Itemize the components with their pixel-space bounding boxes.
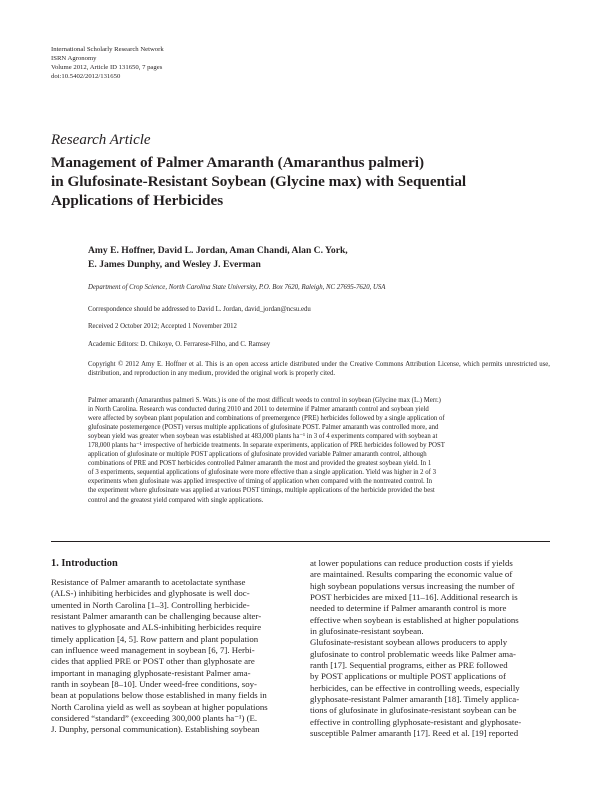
abstract (88, 396, 550, 505)
abstract-line: 178,000 plants ha⁻¹ irrespective of herbicide treatments. In separate experiments, application of PRE herbicides followed by POST (88, 442, 445, 450)
body-line: susceptible Palmer amaranth [17]. Reed et al. [19] reported (310, 728, 519, 739)
author-list (88, 244, 548, 271)
body-line: (ALS-) inhibiting herbicides and glyphosate is well doc- (51, 588, 250, 599)
correspondence: Correspondence should be addressed to David L. Jordan, david_jordan@ncsu.edu (88, 306, 311, 313)
received-accepted-dates: Received 2 October 2012; Accepted 1 November 2012 (88, 323, 237, 330)
body-line: considered “standard” (exceeding 300,000 plants ha⁻¹) (E. (51, 713, 258, 724)
body-line: Glufosinate-resistant soybean allows producers to apply (310, 637, 508, 648)
body-line: effective in controlling glyphosate-resistant and glyphosate- (310, 716, 522, 727)
academic-editors: Academic Editors: D. Chikoye, O. Ferrarese-Filho, and C. Ramsey (88, 341, 271, 348)
body-line: in glufosinate-resistant soybean. (310, 626, 424, 637)
body-line: high soybean populations versus increasing the number of (310, 580, 515, 591)
article-title (51, 153, 551, 210)
body-line: can influence weed management in soybean [6, 7]. Herbi- (51, 645, 255, 656)
body-line: Resistance of Palmer amaranth to acetolactate synthase (51, 577, 246, 587)
title-line: in Glufosinate-Resistant Soybean (Glycine max) with Sequential (51, 173, 467, 190)
abstract-line: combinations of PRE and POST herbicides controlled Palmer amaranth the most and provided the greatest soybean yield. In 1 (88, 460, 432, 468)
body-column-right (310, 558, 550, 740)
body-line: North Carolina yield as well as soybean at higher populations (51, 701, 268, 712)
body-column-left (51, 577, 291, 736)
journal-network: International Scholarly Research Network (51, 46, 164, 53)
section-heading: 1. Introduction (51, 558, 118, 569)
author-line: E. James Dunphy, and Wesley J. Everman (88, 258, 261, 270)
body-line: ranth [17]. Sequential programs, either as PRE followed (310, 660, 508, 671)
body-line: are maintained. Results comparing the economic value of (310, 569, 513, 580)
body-line: needed to determine if Palmer amaranth control is more (310, 603, 507, 614)
abstract-line: the experiment where glufosinate was applied at various POST timings, multiple applications of the herbicide provided the best (88, 487, 435, 495)
affiliation: Department of Crop Science, North Carolina State University, P.O. Box 7620, Raleigh, NC 27695-7620, USA (88, 284, 386, 291)
journal-doi: doi:10.5402/2012/131650 (51, 73, 121, 80)
journal-header (51, 45, 164, 81)
body-line: at lower populations can reduce production costs if yields (310, 558, 513, 568)
journal-volume: Volume 2012, Article ID 131650, 7 pages (51, 64, 163, 71)
body-line: umented in North Carolina [1–3]. Controlling herbicide- (51, 599, 250, 610)
section-divider (51, 541, 550, 542)
article-type: Research Article (51, 132, 151, 148)
body-line: resistant Palmer amaranth can be challenging because alter- (51, 611, 262, 622)
abstract-line: of 3 experiments, sequential applications of glufosinate were more effective than a single application. Yield was higher in 2 of 3 (88, 469, 437, 477)
title-line: Management of Palmer Amaranth (Amaranthus palmeri) (51, 154, 425, 171)
abstract-line: in North Carolina. Research was conducted during 2010 and 2011 to determine if Palmer amaranth control and soybean yield (88, 406, 429, 414)
body-line: glufosinate to control problematic weeds like Palmer ama- (310, 648, 516, 659)
abstract-line: glufosinate postemergence (POST) versus multiple applications of glufosinate POST. Palmer amaranth was controlled more, and (88, 424, 439, 432)
body-line: cides that applied PRE or POST other than glyphosate are (51, 656, 255, 667)
body-line: J. Dunphy, personal communication). Establishing soybean (51, 724, 260, 735)
body-line: bean at populations below those established in many fields in (51, 690, 267, 701)
author-line: Amy E. Hoffner, David L. Jordan, Aman Chandi, Alan C. York, (88, 245, 348, 256)
body-line: effective when soybean is established at higher populations (310, 614, 519, 625)
copyright-notice: Copyright © 2012 Amy E. Hoffner et al. This is an open access article distributed under the Creative Commons Attribution License, which permits unrestricted use, distribution, and reproduction in any medium, provided the original work is properly cited. (88, 361, 550, 378)
abstract-line: experiments when glufosinate was applied irrespective of timing of application when compared with the nontreated control. In (88, 478, 433, 486)
abstract-line: were affected by soybean plant population and combinations of preemergence (PRE) herbicides followed by a single application of (88, 415, 445, 423)
body-line: timely application [4, 5]. Row pattern and plant population (51, 633, 259, 644)
body-line: tions of glufosinate in glufosinate-resistant soybean can be (310, 705, 517, 716)
abstract-line: application of glufosinate or multiple POST applications of glufosinate provided variable Palmer amaranth control, although (88, 451, 427, 459)
body-line: herbicides, can be effective in controlling weeds, especially (310, 682, 520, 693)
body-line: natives to glyphosate and ALS-inhibiting herbicides require (51, 622, 262, 633)
abstract-line: Palmer amaranth (Amaranthus palmeri S. Wats.) is one of the most difficult weeds to control in soybean (Glycine max (L.) Merr.) (88, 397, 441, 404)
journal-title: ISRN Agronomy (51, 55, 97, 62)
body-line: by POST applications or multiple POST applications of (310, 671, 506, 682)
abstract-line: control and the greatest yield compared with single applications. (88, 496, 264, 504)
abstract-line: soybean yield was greater when soybean was established at 483,000 plants ha⁻¹ in 3 of 4 experiments compared with soybean at (88, 433, 438, 441)
title-line: Applications of Herbicides (51, 192, 224, 209)
body-line: glyphosate-resistant Palmer amaranth [18]. Timely applica- (310, 694, 520, 705)
body-line: important in managing glyphosate-resistant Palmer ama- (51, 667, 251, 678)
body-line: POST herbicides are mixed [11–16]. Additional research is (310, 592, 518, 603)
body-line: ranth in soybean [8–10]. Under weed-free conditions, soy- (51, 679, 257, 690)
